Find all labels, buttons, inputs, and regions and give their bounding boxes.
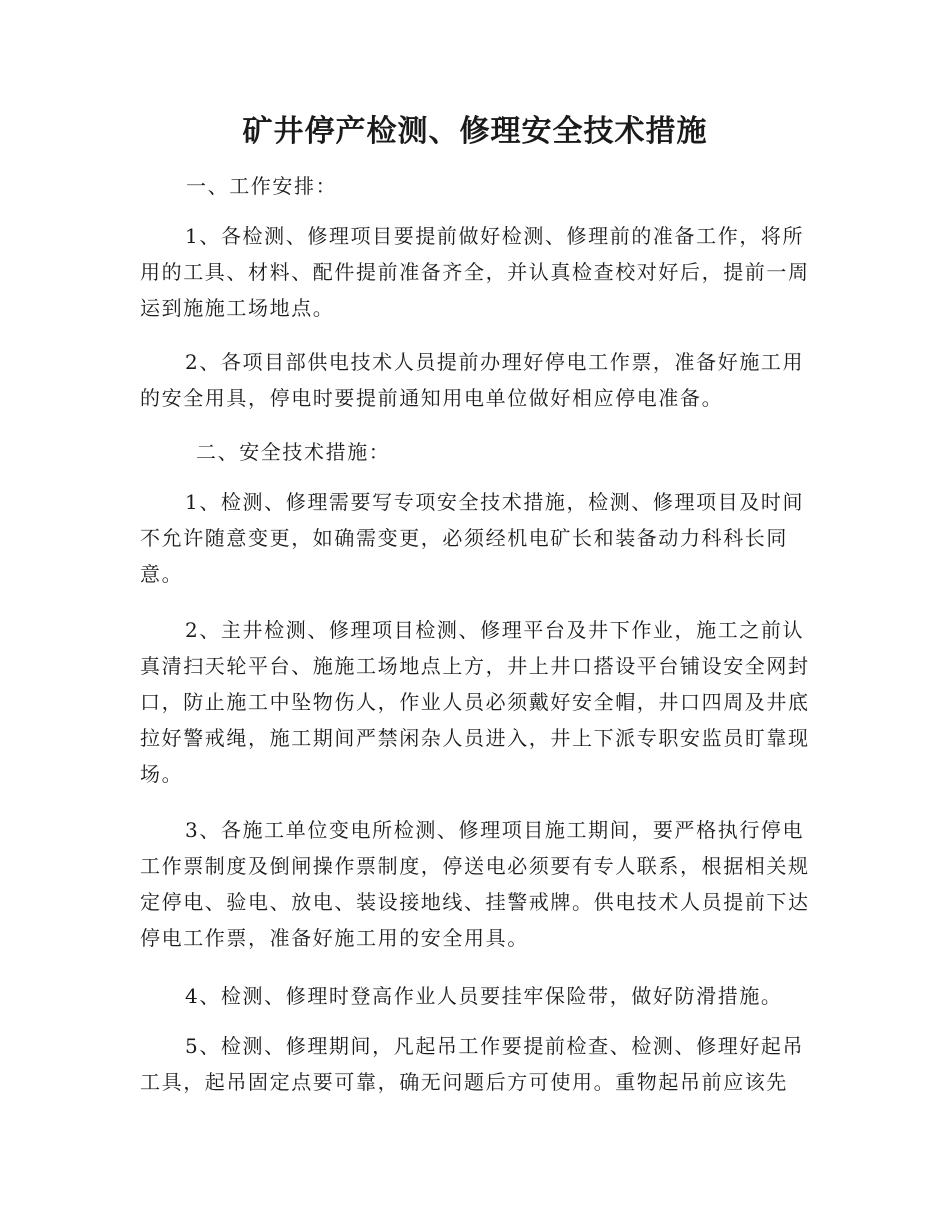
paragraph-safety-3: 3、各施工单位变电所检测、修理项目施工期间，要严格执行停电工作票制度及倒闸操作票制度，停送电必须要有专人联系，根据相关规定停电、验电、放电、装设接地线、挂警戒牌。供电技术人员提前下达停电工作票，准备好施工用的安全用具。 — [140, 818, 810, 950]
document-title: 矿井停产检测、修理安全技术措施 — [242, 114, 708, 149]
section-heading-work-arrangement: 一、工作安排： — [186, 174, 338, 198]
paragraph-work-2: 2、各项目部供电技术人员提前办理好停电工作票，准备好施工用的安全用具，停电时要提前通知用电单位做好相应停电准备。 — [140, 350, 805, 410]
paragraph-safety-4: 4、检测、修理时登高作业人员要挂牢保险带，做好防滑措施。 — [185, 984, 783, 1008]
paragraph-work-1: 1、各检测、修理项目要提前做好检测、修理前的准备工作，将所用的工具、材料、配件提前准备齐全，并认真检查校对好后，提前一周运到施施工场地点。 — [140, 224, 810, 320]
section-heading-safety-measures: 二、安全技术措施： — [196, 440, 391, 464]
paragraph-safety-2: 2、主井检测、修理项目检测、修理平台及井下作业，施工之前认真清扫天轮平台、施施工场地点上方，井上井口搭设平台铺设安全网封口，防止施工中坠物伤人，作业人员必须戴好安全帽，井口四周及井底拉好警戒绳，施工期间严禁闲杂人员进入，井上下派专职安监员盯靠现场。 — [140, 618, 810, 786]
paragraph-safety-5: 5、检测、修理期间，凡起吊工作要提前检查、检测、修理好起吊工具，起吊固定点要可靠，确无问题后方可使用。重物起吊前应该先 — [140, 1034, 805, 1094]
paragraph-safety-1: 1、检测、修理需要写专项安全技术措施，检测、修理项目及时间不允许随意变更，如确需变更，必须经机电矿长和装备动力科科长同意。 — [140, 490, 805, 586]
